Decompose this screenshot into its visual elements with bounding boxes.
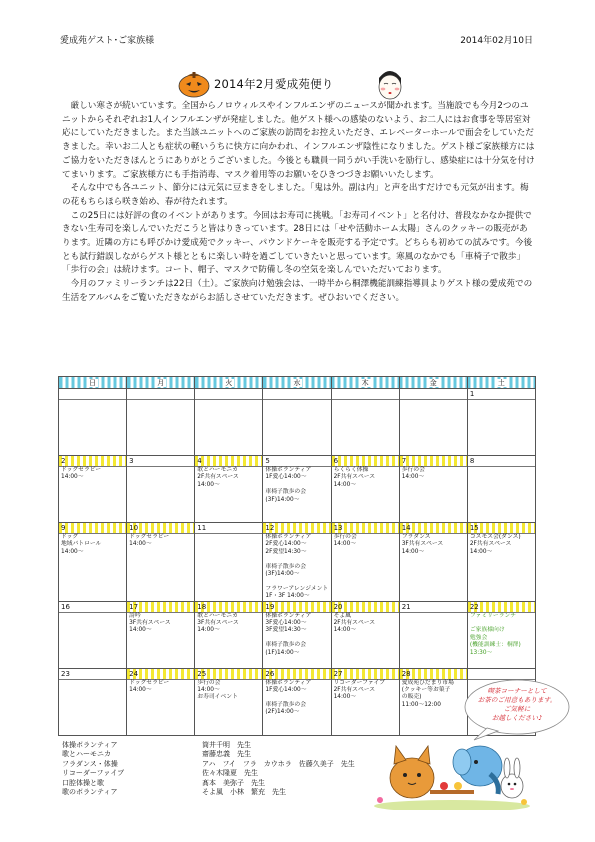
day-events: そよ風 2F共有スペース 14:00～ [333, 612, 376, 634]
calendar-day-cell [127, 456, 195, 523]
day-events: 体操ボランティア 1F愛心14:00～ 車椅子散歩の会 (3F)14:00～ [265, 467, 312, 503]
calendar-day-cell [195, 456, 263, 523]
day-number: 13 [332, 523, 399, 534]
day-events: 体操ボランティア 3F愛心14:00～ 3F愛望14:30～ 車椅子散歩の会 (1F)14:00～ [265, 612, 312, 656]
calendar-day-cell [195, 523, 263, 602]
day-number: 18 [195, 602, 262, 613]
volunteer-row: 口腔体操と歌 髙本 美弥子 先生 [62, 778, 265, 787]
day-number: 6 [332, 456, 399, 467]
calendar-day-cell [59, 389, 127, 456]
day-events: 歩行の会 14:00～ [401, 467, 425, 481]
calendar-day-cell [467, 601, 535, 668]
day-events: 愛成苑ひだまり市場 (クッキー等お菓子 の販売) 11:00～12:00 [401, 679, 454, 708]
day-number: 8 [468, 456, 535, 467]
speech-bubble-line: ご気軽に [503, 705, 531, 713]
pumpkin-oni-icon [178, 68, 210, 98]
day-number: 21 [400, 602, 467, 613]
day-number [59, 389, 126, 400]
day-number: 24 [127, 669, 194, 680]
calendar-day-cell [59, 523, 127, 602]
weekday-tue: 火 [195, 377, 263, 389]
calendar-day-cell [195, 601, 263, 668]
day-events: 歌とハーモニカ 3F共有スペース 14:00～ [197, 612, 239, 634]
calendar-day-cell [263, 668, 331, 735]
speech-bubble-line: お茶のご用意もあります。 [477, 696, 557, 704]
day-events: フラダンス 3F共有スペース 14:00～ [401, 534, 444, 555]
day-number: 22 [468, 602, 535, 613]
calendar-day-cell [59, 456, 127, 523]
day-number: 5 [263, 456, 330, 467]
calendar-day-cell [399, 389, 467, 456]
calendar-day-cell [467, 456, 535, 523]
calendar-day-cell [127, 523, 195, 602]
day-number: 12 [263, 523, 330, 534]
day-number: 4 [195, 456, 262, 467]
day-events: ファミリーランチ ご家族様向け 勉強会 (機能訓練士：桐澤) 13:30～ [469, 612, 521, 656]
day-events: 歩行の会 14:00～ お寿司イベント [197, 679, 238, 701]
day-events: 歩行の会 14:00～ [333, 534, 357, 548]
calendar-day-cell [195, 668, 263, 735]
day-number: 2 [59, 456, 126, 467]
day-number [195, 389, 262, 400]
calendar-day-cell [263, 601, 331, 668]
newsletter-body [62, 100, 536, 306]
calendar-day-cell [399, 601, 467, 668]
day-events: ドッグセラピー 14:00～ [61, 467, 102, 481]
calendar-day-cell [331, 389, 399, 456]
day-number: 26 [263, 669, 330, 680]
speech-bubble-line: お越しください♪ [491, 714, 543, 722]
calendar-day-cell [263, 523, 331, 602]
weekday-wed: 水 [263, 377, 331, 389]
day-number: 20 [332, 602, 399, 613]
day-number: 3 [127, 456, 194, 467]
paragraph: 厳しい寒さが続いています。全国からノロウィルスやインフルエンザのニュースが聞かれます。当施設でも今月2つのユニットからそれぞれお1人インフルエンザが発症しました。他ゲスト様への感染のないよう、お二人にはお食事を等居室対応にしていただきました。また当該ユニットへのご家族の訪問をお控えいただき、エレベーターホールで面会をしていただきました。幸いお二人とも症状の軽いうちに快方に向かわれ、インフルエンザ陰性になりました。ゲスト様ご家族様方にはご協力をいただきほんとうにありがとうございました。今後とも職員一同うがい手洗いを励行し、感染症には十分気を付けてまいります。ご家族様方にも手指消毒、マスク着用等のお願いをひきつづきお願いいたします。 [62, 101, 535, 180]
volunteer-row: 体操ボランティア 筒井千明 先生 [62, 741, 251, 749]
calendar-day-cell [331, 601, 399, 668]
day-number: 11 [195, 523, 262, 534]
day-events: ドッグセラピー 14:00～ [129, 534, 170, 548]
day-number: 7 [400, 456, 467, 467]
calendar-day-cell [59, 601, 127, 668]
day-events: ドッグ 地域パトロール 14:00～ [61, 534, 102, 555]
newsletter-title: 2014年2月愛成苑便り [214, 77, 334, 91]
calendar-week-row [59, 389, 536, 456]
day-events: 体操ボランティア 2F愛心14:00～ 2F愛望14:30～ 車椅子散歩の会 (3F)14:00～ フラワーアレンジメント 1F・3F 14:00～ [265, 534, 329, 600]
calendar-day-cell [263, 389, 331, 456]
volunteer-row: フラダンス・体操 アハ フイ フラ カウホラ 佐藤久美子 先生 [62, 759, 355, 768]
animals-picnic-illustration [372, 720, 532, 810]
calendar-week-row [59, 601, 536, 668]
calendar-day-cell [399, 523, 467, 602]
day-number: 14 [400, 523, 467, 534]
day-number: 27 [332, 669, 399, 680]
day-number: 17 [127, 602, 194, 613]
day-events: リコーダーファイブ 2F共有スペース 14:00～ [333, 679, 386, 701]
day-number: 28 [400, 669, 467, 680]
rabbit-icon [501, 758, 523, 798]
day-events: 歌とハーモニカ 2F共有スペース 14:00～ [197, 467, 239, 488]
day-events: らくらく体操 2F共有スペース 14:00～ [333, 467, 376, 488]
calendar-day-cell [127, 601, 195, 668]
calendar-day-cell [195, 389, 263, 456]
day-number [400, 389, 467, 400]
calendar-day-cell [467, 523, 535, 602]
volunteer-list [62, 741, 355, 797]
okame-mask-icon [375, 66, 405, 100]
paragraph: そんな中でも各ユニット、節分には元気に豆まきをしました。「鬼は外。副は内」と声を出すだけでも元気が出ます。梅の花もちらほら咲き始め、春が待たれます。 [62, 183, 529, 207]
day-number [332, 389, 399, 400]
title-row [0, 66, 595, 100]
calendar-day-cell [263, 456, 331, 523]
weekday-thu: 木 [331, 377, 399, 389]
weekday-mon: 月 [127, 377, 195, 389]
weekday-sun: 日 [59, 377, 127, 389]
day-number [127, 389, 194, 400]
calendar-day-cell [331, 523, 399, 602]
day-number: 19 [263, 602, 330, 613]
day-number: 23 [59, 669, 126, 680]
calendar-day-cell [59, 668, 127, 735]
volunteer-row: 歌のボランティア そよ風 小林 繁充 先生 [62, 788, 286, 797]
paragraph: 今月のファミリーランチは22日（土）。ご家族向け勉強会は、一時半から桐澤機能訓練指導員よりゲスト様の愛成苑での生活をアルバムをご覧いただきながらお話しさせていただきます。ぜひおいでください。 [62, 279, 533, 303]
day-number: 10 [127, 523, 194, 534]
day-number: 16 [59, 602, 126, 613]
weekday-sat: 土 [467, 377, 535, 389]
recipient-line: 愛成苑ゲスト･ご家族様 [60, 36, 155, 46]
day-number: 25 [195, 669, 262, 680]
volunteer-row: リコーダーファイブ 佐々木隆夏 先生 [62, 769, 258, 778]
weekday-fri: 金 [399, 377, 467, 389]
paragraph: この25日には好評の食のイベントがあります。今回はお寿司に挑戦。「お寿司イベント」と名付け、普段なかなか提供できない生寿司を楽しんでいただこうと皆はりきっています。28日には「せや活動ホーム太陽」さんのクッキーの販売があります。近隣の方にも呼びかけ愛成苑でクッキー、パウンドケーキを販売する予定です。どちらも初めての試みです。今後とも試行錯誤しながらゲスト様とともに楽しい時を過ごしていきたいと思っています。寒風のなかでも「車椅子で散歩」「歩行の会」は続けます。コート、帽子、マスクで防備し冬の空気を楽しんでいただいております。 [62, 210, 533, 276]
volunteer-row: 歌とハーモニカ 齋藤忠義 先生 [62, 750, 251, 759]
day-events: 体操ボランティア 1F愛心14:00～ 車椅子散歩の会 (2F)14:00～ [265, 679, 312, 716]
calendar-day-cell [331, 456, 399, 523]
calendar-day-cell [127, 668, 195, 735]
weekday-header-row [59, 377, 536, 389]
calendar-day-cell [127, 389, 195, 456]
issue-date: 2014年02月10日 [460, 36, 533, 46]
day-events: ドッグセラピー 14:00～ [129, 679, 170, 694]
day-events: コスモス会(ダンス) 2F共有スペース 14:00～ [469, 534, 521, 555]
day-number: 1 [468, 389, 535, 400]
calendar-week-row [59, 456, 536, 523]
day-number: 9 [59, 523, 126, 534]
day-number [263, 389, 330, 400]
speech-bubble-line: 喫茶コーナーとして [487, 687, 547, 695]
cat-icon [390, 746, 434, 798]
calendar-week-row [59, 523, 536, 602]
day-events: 詩吟 3F共有スペース 14:00～ [129, 612, 171, 634]
calendar-day-cell [399, 456, 467, 523]
day-number: 15 [468, 523, 535, 534]
calendar-day-cell [467, 389, 535, 456]
